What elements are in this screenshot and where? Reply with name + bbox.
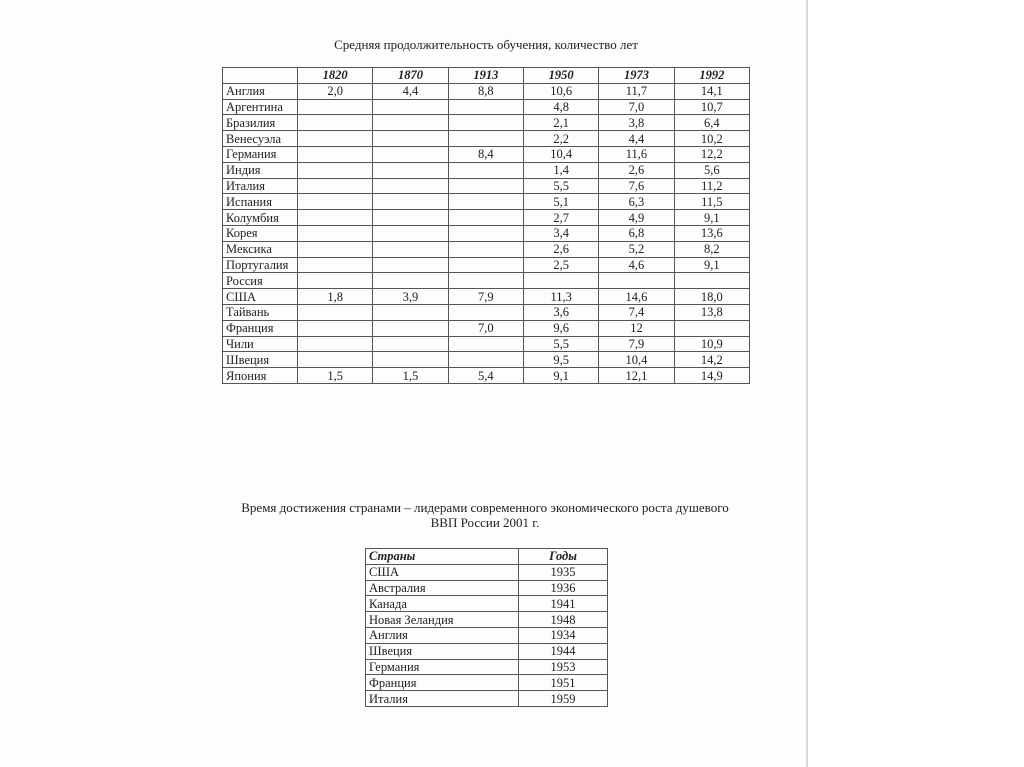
table-row [223, 162, 750, 178]
value-cell [373, 178, 448, 194]
value-cell: 6,3 [599, 194, 674, 210]
value-cell [373, 257, 448, 273]
value-cell: 11,7 [599, 83, 674, 99]
value-cell: 7,0 [448, 320, 523, 336]
value-cell [448, 115, 523, 131]
value-cell [373, 320, 448, 336]
value-cell: 2,6 [523, 241, 598, 257]
value-cell: 5,2 [599, 241, 674, 257]
value-cell [373, 131, 448, 147]
value-cell [448, 162, 523, 178]
value-cell [298, 210, 373, 226]
value-cell [448, 257, 523, 273]
value-cell: 10,4 [599, 352, 674, 368]
table-row [223, 210, 750, 226]
corner-cell [223, 68, 298, 84]
value-cell: 1,5 [373, 368, 448, 384]
value-cell: 2,2 [523, 131, 598, 147]
value-cell: 8,8 [448, 83, 523, 99]
value-cell: 13,8 [674, 304, 749, 320]
value-cell [448, 225, 523, 241]
year-cell: 1959 [519, 691, 608, 707]
table-row [366, 596, 608, 612]
value-cell: 10,4 [523, 146, 598, 162]
value-cell: 9,1 [674, 257, 749, 273]
country-cell: Колумбия [223, 210, 298, 226]
country-cell: Корея [223, 225, 298, 241]
value-cell [298, 99, 373, 115]
value-cell: 9,1 [674, 210, 749, 226]
value-cell: 10,2 [674, 131, 749, 147]
value-cell: 3,9 [373, 289, 448, 305]
country-cell: Индия [223, 162, 298, 178]
country-cell: Аргентина [223, 99, 298, 115]
value-cell: 9,6 [523, 320, 598, 336]
country-cell: США [366, 564, 519, 580]
value-cell: 10,7 [674, 99, 749, 115]
table-row [366, 612, 608, 628]
value-cell: 3,4 [523, 225, 598, 241]
country-cell: Испания [223, 194, 298, 210]
value-cell: 4,6 [599, 257, 674, 273]
value-cell [298, 194, 373, 210]
value-cell [674, 273, 749, 289]
value-cell: 5,5 [523, 178, 598, 194]
table-row [223, 131, 750, 147]
year-cell: 1935 [519, 564, 608, 580]
value-cell [298, 115, 373, 131]
value-cell: 6,4 [674, 115, 749, 131]
value-cell: 12,2 [674, 146, 749, 162]
year-header: 1950 [523, 68, 598, 84]
value-cell [298, 146, 373, 162]
value-cell: 11,2 [674, 178, 749, 194]
table-row [366, 691, 608, 707]
value-cell [298, 131, 373, 147]
value-cell [448, 336, 523, 352]
value-cell: 3,6 [523, 304, 598, 320]
value-cell: 7,4 [599, 304, 674, 320]
table-row [223, 146, 750, 162]
country-cell: США [223, 289, 298, 305]
table-row [223, 289, 750, 305]
table-row [223, 304, 750, 320]
table-row [223, 178, 750, 194]
value-cell [298, 273, 373, 289]
value-cell [373, 352, 448, 368]
value-cell: 8,2 [674, 241, 749, 257]
gdp-title-line-1: Время достижения странами – лидерами современного экономического роста душевого [241, 500, 729, 515]
value-cell: 2,7 [523, 210, 598, 226]
value-cell [448, 352, 523, 368]
value-cell [373, 115, 448, 131]
education-table-title: Средняя продолжительность обучения, количество лет [334, 37, 638, 52]
value-cell: 4,8 [523, 99, 598, 115]
year-cell: 1953 [519, 659, 608, 675]
country-cell: Швеция [366, 643, 519, 659]
value-cell: 11,6 [599, 146, 674, 162]
country-cell: Италия [366, 691, 519, 707]
value-cell: 9,1 [523, 368, 598, 384]
value-cell: 14,1 [674, 83, 749, 99]
country-cell: Япония [223, 368, 298, 384]
year-cell: 1936 [519, 580, 608, 596]
value-cell [674, 320, 749, 336]
table-row [223, 241, 750, 257]
year-header: 1973 [599, 68, 674, 84]
country-cell: Бразилия [223, 115, 298, 131]
country-cell: Италия [223, 178, 298, 194]
value-cell: 4,4 [599, 131, 674, 147]
value-cell [373, 336, 448, 352]
year-header: 1992 [674, 68, 749, 84]
value-cell: 3,8 [599, 115, 674, 131]
table-row [223, 225, 750, 241]
header-countries: Страны [366, 549, 519, 565]
year-header: 1820 [298, 68, 373, 84]
value-cell [448, 194, 523, 210]
value-cell [448, 273, 523, 289]
value-cell: 10,9 [674, 336, 749, 352]
value-cell [298, 320, 373, 336]
value-cell [298, 162, 373, 178]
header-years: Годы [519, 549, 608, 565]
value-cell [448, 304, 523, 320]
value-cell: 14,6 [599, 289, 674, 305]
year-header: 1870 [373, 68, 448, 84]
value-cell [599, 273, 674, 289]
value-cell: 1,4 [523, 162, 598, 178]
value-cell: 5,6 [674, 162, 749, 178]
value-cell: 7,6 [599, 178, 674, 194]
value-cell: 2,0 [298, 83, 373, 99]
value-cell: 9,5 [523, 352, 598, 368]
value-cell [298, 225, 373, 241]
value-cell: 18,0 [674, 289, 749, 305]
year-cell: 1934 [519, 627, 608, 643]
value-cell: 8,4 [448, 146, 523, 162]
country-cell: Канада [366, 596, 519, 612]
country-cell: Австралия [366, 580, 519, 596]
value-cell [523, 273, 598, 289]
table-header-row [366, 549, 608, 565]
value-cell: 11,3 [523, 289, 598, 305]
value-cell [373, 99, 448, 115]
country-cell: Германия [366, 659, 519, 675]
value-cell [298, 241, 373, 257]
country-cell: Швеция [223, 352, 298, 368]
value-cell [448, 178, 523, 194]
table-row [366, 580, 608, 596]
value-cell [448, 99, 523, 115]
value-cell: 2,6 [599, 162, 674, 178]
table-row [223, 257, 750, 273]
table-row [223, 115, 750, 131]
value-cell [298, 178, 373, 194]
value-cell [373, 146, 448, 162]
gdp-title-line-2: ВВП России 2001 г. [430, 515, 540, 530]
country-cell: Чили [223, 336, 298, 352]
country-cell: Тайвань [223, 304, 298, 320]
value-cell: 14,9 [674, 368, 749, 384]
table-row [366, 627, 608, 643]
value-cell: 2,1 [523, 115, 598, 131]
table-row [223, 336, 750, 352]
value-cell: 5,1 [523, 194, 598, 210]
value-cell: 7,9 [448, 289, 523, 305]
table-row [223, 83, 750, 99]
table-row [366, 675, 608, 691]
value-cell [298, 304, 373, 320]
value-cell [448, 210, 523, 226]
country-cell: Германия [223, 146, 298, 162]
value-cell: 7,9 [599, 336, 674, 352]
table-row [366, 659, 608, 675]
year-cell: 1951 [519, 675, 608, 691]
value-cell: 5,4 [448, 368, 523, 384]
year-header: 1913 [448, 68, 523, 84]
value-cell: 1,8 [298, 289, 373, 305]
year-cell: 1941 [519, 596, 608, 612]
value-cell [448, 241, 523, 257]
value-cell: 12,1 [599, 368, 674, 384]
value-cell [373, 210, 448, 226]
value-cell [373, 241, 448, 257]
value-cell [373, 273, 448, 289]
value-cell: 10,6 [523, 83, 598, 99]
value-cell: 1,5 [298, 368, 373, 384]
table-row [223, 273, 750, 289]
year-cell: 1944 [519, 643, 608, 659]
value-cell: 13,6 [674, 225, 749, 241]
country-cell: Новая Зеландия [366, 612, 519, 628]
gdp-years-table [365, 548, 608, 707]
table-row [223, 99, 750, 115]
value-cell [373, 194, 448, 210]
table-row [223, 368, 750, 384]
country-cell: Мексика [223, 241, 298, 257]
country-cell: Португалия [223, 257, 298, 273]
country-cell: Франция [223, 320, 298, 336]
year-cell: 1948 [519, 612, 608, 628]
value-cell: 11,5 [674, 194, 749, 210]
value-cell [298, 257, 373, 273]
value-cell: 5,5 [523, 336, 598, 352]
value-cell [373, 304, 448, 320]
value-cell: 4,9 [599, 210, 674, 226]
country-cell: Россия [223, 273, 298, 289]
table-row [366, 564, 608, 580]
value-cell [373, 162, 448, 178]
country-cell: Франция [366, 675, 519, 691]
value-cell [448, 131, 523, 147]
value-cell: 7,0 [599, 99, 674, 115]
gdp-table-title [200, 500, 770, 530]
value-cell [298, 352, 373, 368]
education-years-table [222, 67, 750, 384]
value-cell: 4,4 [373, 83, 448, 99]
table-row [223, 320, 750, 336]
value-cell [373, 225, 448, 241]
blank-margin [808, 0, 1024, 767]
country-cell: Венесуэла [223, 131, 298, 147]
table-header-row [223, 68, 750, 84]
value-cell: 6,8 [599, 225, 674, 241]
value-cell: 12 [599, 320, 674, 336]
country-cell: Англия [366, 627, 519, 643]
table-row [223, 194, 750, 210]
table-row [366, 643, 608, 659]
value-cell: 14,2 [674, 352, 749, 368]
value-cell [298, 336, 373, 352]
value-cell: 2,5 [523, 257, 598, 273]
country-cell: Англия [223, 83, 298, 99]
table-row [223, 352, 750, 368]
